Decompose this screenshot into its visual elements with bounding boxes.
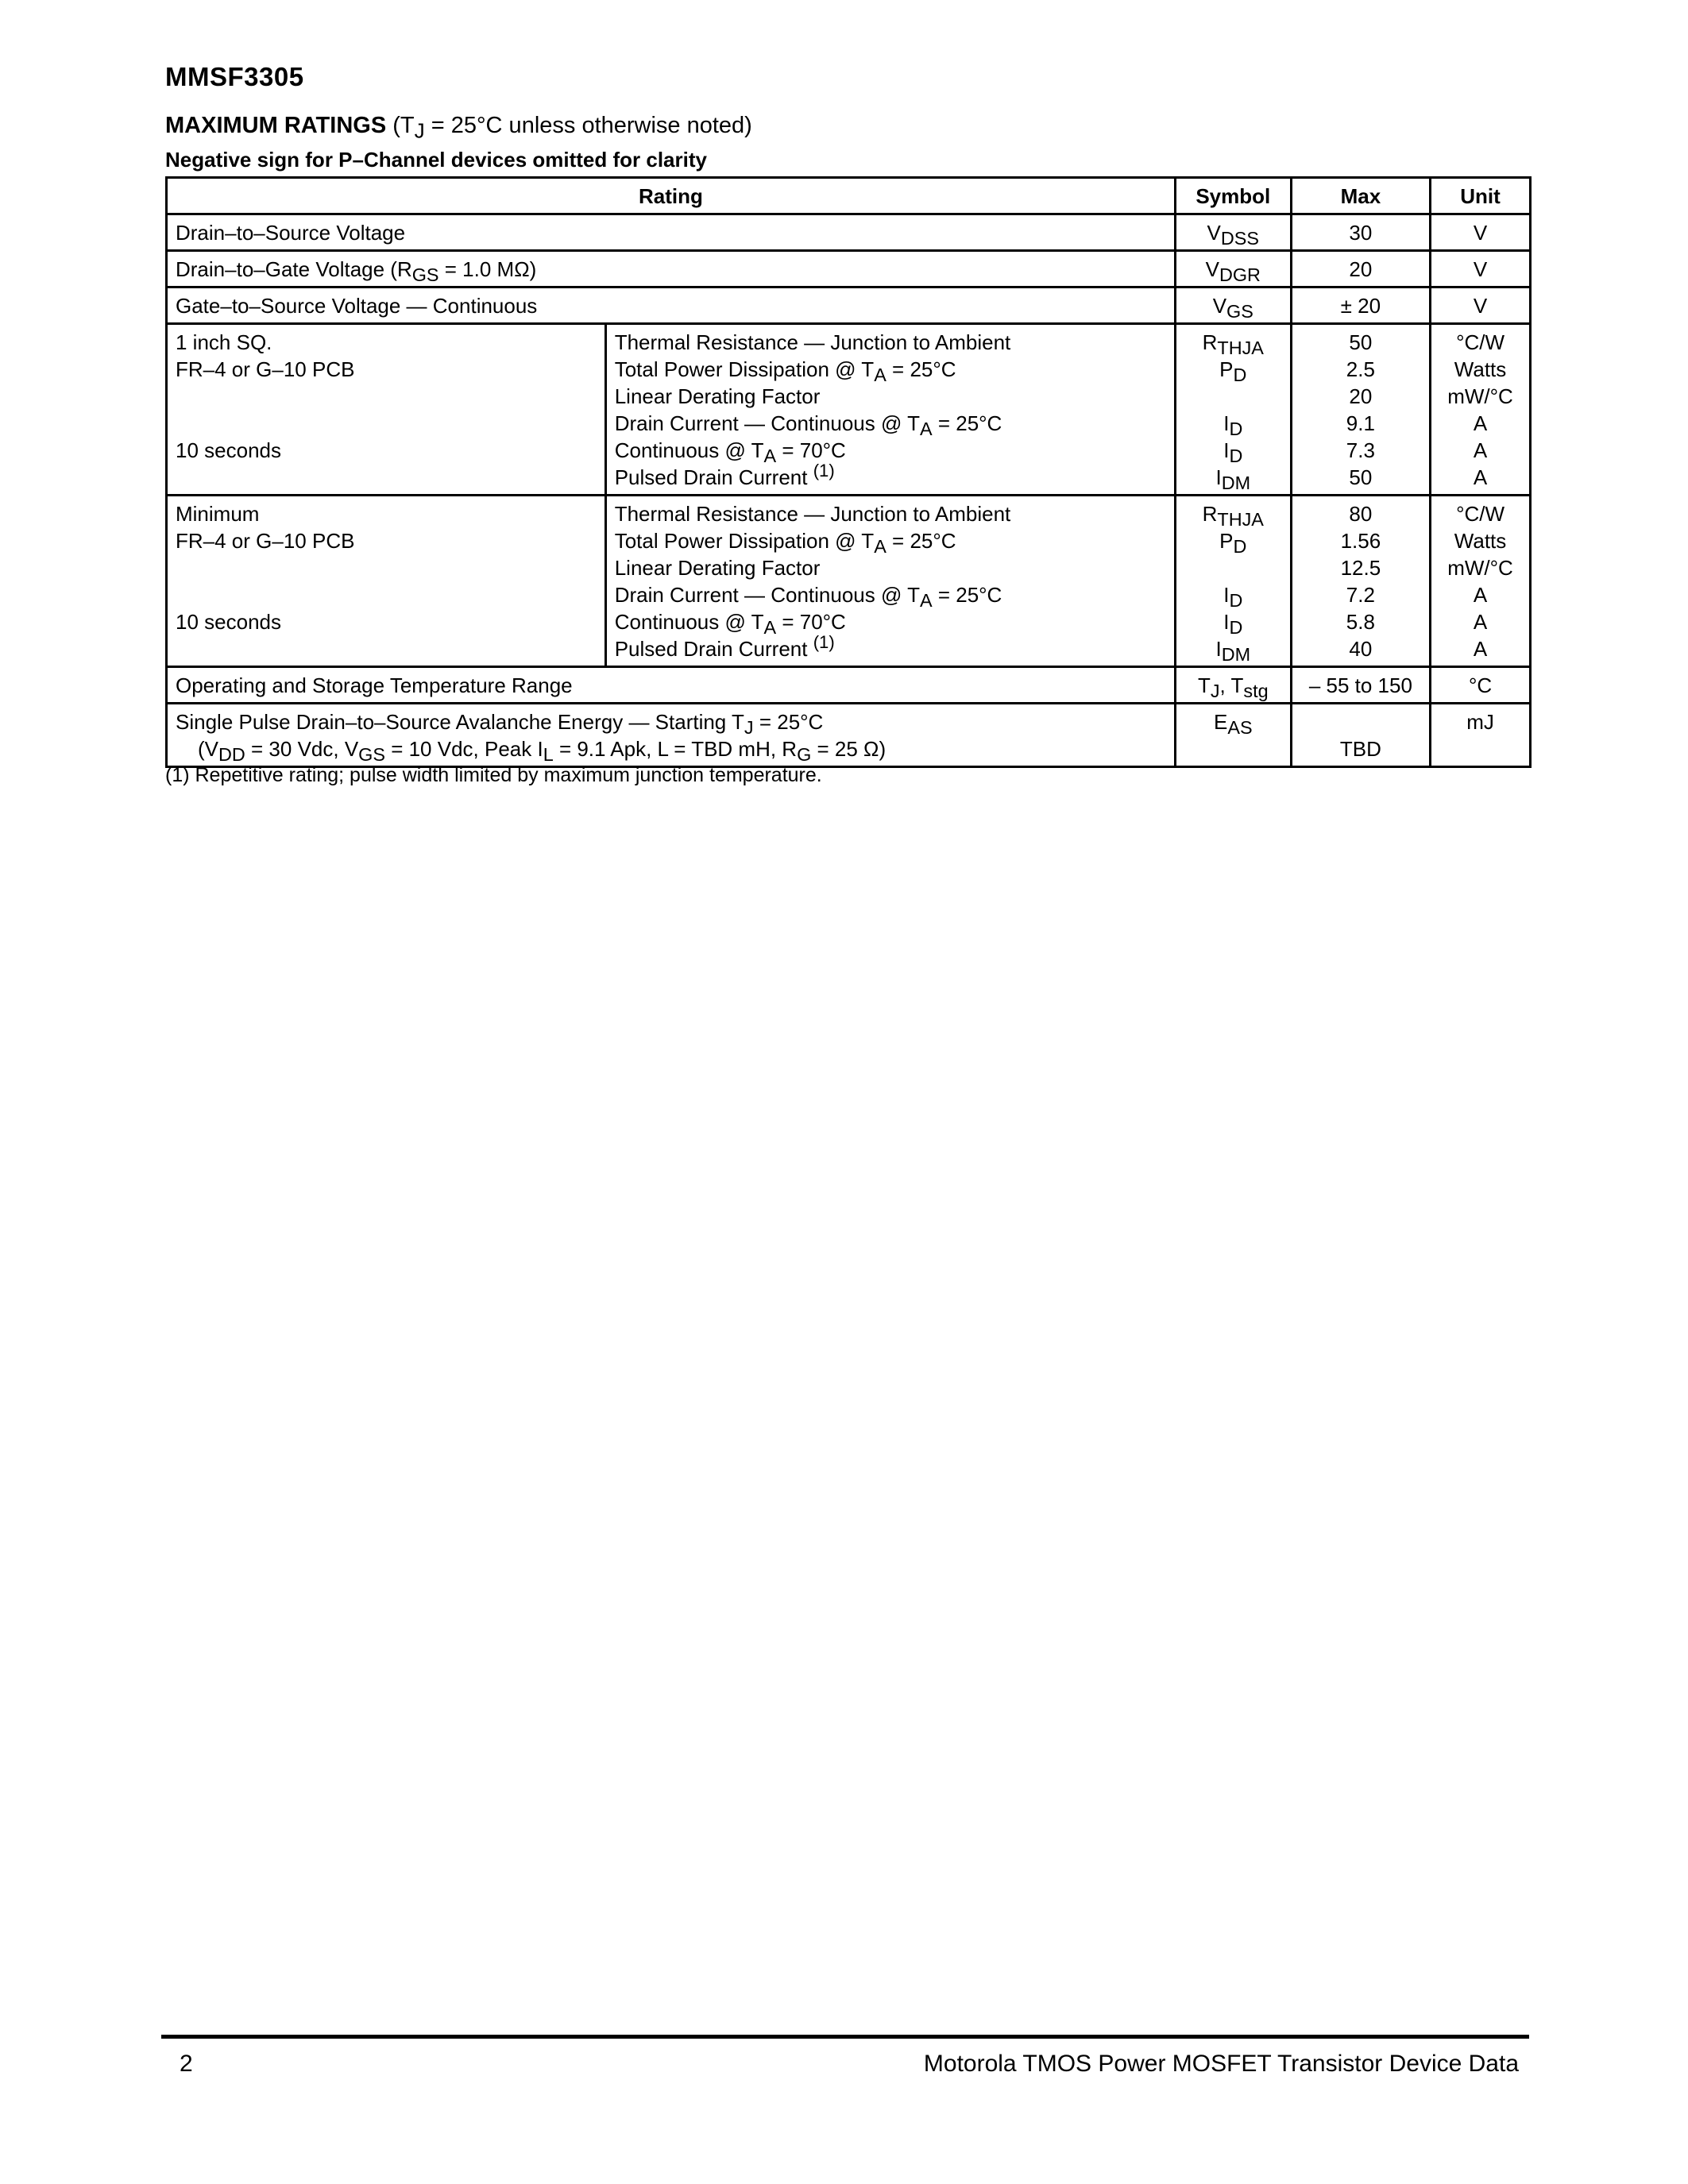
table-row [167,214,1531,251]
symbol-cell: $R_{THJA}$ $P_D$ $I_D$ $I_D$ $I_{DM}$ [1175,496,1291,667]
rating-cell: Drain–to–Gate Voltage ($R_{GS} = 1.0$ MΩ) [167,251,1176,287]
condition-cell: 1 inch SQ. FR–4 or G–10 PCB 10 seconds [167,324,606,496]
unit-cell: mJ [1431,704,1531,767]
description-cell: Thermal Resistance — Junction to Ambient Total Power Dissipation @ $T_A = 25^\circ C$ Linear Derating Factor Drain Current — Continuous @ $T_A = 25^\circ C$ Continuous @ $T_A = 70^\circ C$ Pulsed Drain Current $^{(1)}$ [605,496,1175,667]
max-cell: ± 20 [1291,287,1430,324]
table-row [167,287,1531,324]
max-cell: 30 [1291,214,1430,251]
symbol-cell: $V_{DGR}$ [1175,251,1291,287]
table-row-group [167,496,1531,667]
footnote: (1) Repetitive rating; pulse width limited by maximum junction temperature. [165,764,822,786]
symbol-cell: $R_{THJA}$ $P_D$ $I_D$ $I_D$ $I_{DM}$ [1175,324,1291,496]
max-cell: 80 1.56 12.5 7.2 5.8 40 [1291,496,1430,667]
table-header-row [167,178,1531,214]
maximum-ratings-table [165,176,1532,768]
symbol-cell: $V_{GS}$ [1175,287,1291,324]
part-number: MMSF3305 [165,62,304,91]
section-title: MAXIMUM RATINGS [165,113,387,138]
symbol-cell: $V_{DSS}$ [1175,214,1291,251]
rating-cell: Operating and Storage Temperature Range [167,667,1176,704]
max-cell: – 55 to 150 [1291,667,1430,704]
footer-text: Motorola TMOS Power MOSFET Transistor Device Data [923,2051,1519,2077]
unit-cell: °C [1431,667,1531,704]
max-cell: TBD [1291,704,1430,767]
header-unit: Unit [1431,178,1531,214]
header-rating: Rating [167,178,1176,214]
page-number: 2 [180,2051,193,2077]
unit-cell: V [1431,287,1531,324]
max-cell: 50 2.5 20 9.1 7.3 50 [1291,324,1430,496]
table-row [167,704,1531,767]
section-heading [165,113,752,143]
rating-cell: Single Pulse Drain–to–Source Avalanche Energy — Starting $T_J = 25^\circ C$ ($V_{DD} = 30$ Vdc, $V_{GS} = 10$ Vdc, Peak $I_L = 9.1$ Apk, L = TBD mH, $R_G = 25$ Ω) [167,704,1176,767]
condition-cell: Minimum FR–4 or G–10 PCB 10 seconds [167,496,606,667]
table-row-group [167,324,1531,496]
unit-cell: °C/W Watts mW/°C A A A [1431,496,1531,667]
max-cell: 20 [1291,251,1430,287]
unit-cell: °C/W Watts mW/°C A A A [1431,324,1531,496]
section-condition: ($T_J = 25^\circ C$ unless otherwise noted) [392,113,752,143]
description-cell: Thermal Resistance — Junction to Ambient Total Power Dissipation @ $T_A = 25^\circ C$ Linear Derating Factor Drain Current — Continuous @ $T_A = 25^\circ C$ Continuous @ $T_A = 70^\circ C$ Pulsed Drain Current $^{(1)}$ [605,324,1175,496]
footer-divider [161,2035,1529,2039]
symbol-cell: $E_{AS}$ [1175,704,1291,767]
symbol-cell: $T_J$, $T_{stg}$ [1175,667,1291,704]
section-note: Negative sign for P–Channel devices omitted for clarity [165,148,707,172]
header-symbol: Symbol [1175,178,1291,214]
unit-cell: V [1431,214,1531,251]
table-row [167,667,1531,704]
table-row [167,251,1531,287]
header-max: Max [1291,178,1430,214]
rating-cell: Drain–to–Source Voltage [167,214,1176,251]
unit-cell: V [1431,251,1531,287]
rating-cell: Gate–to–Source Voltage — Continuous [167,287,1176,324]
